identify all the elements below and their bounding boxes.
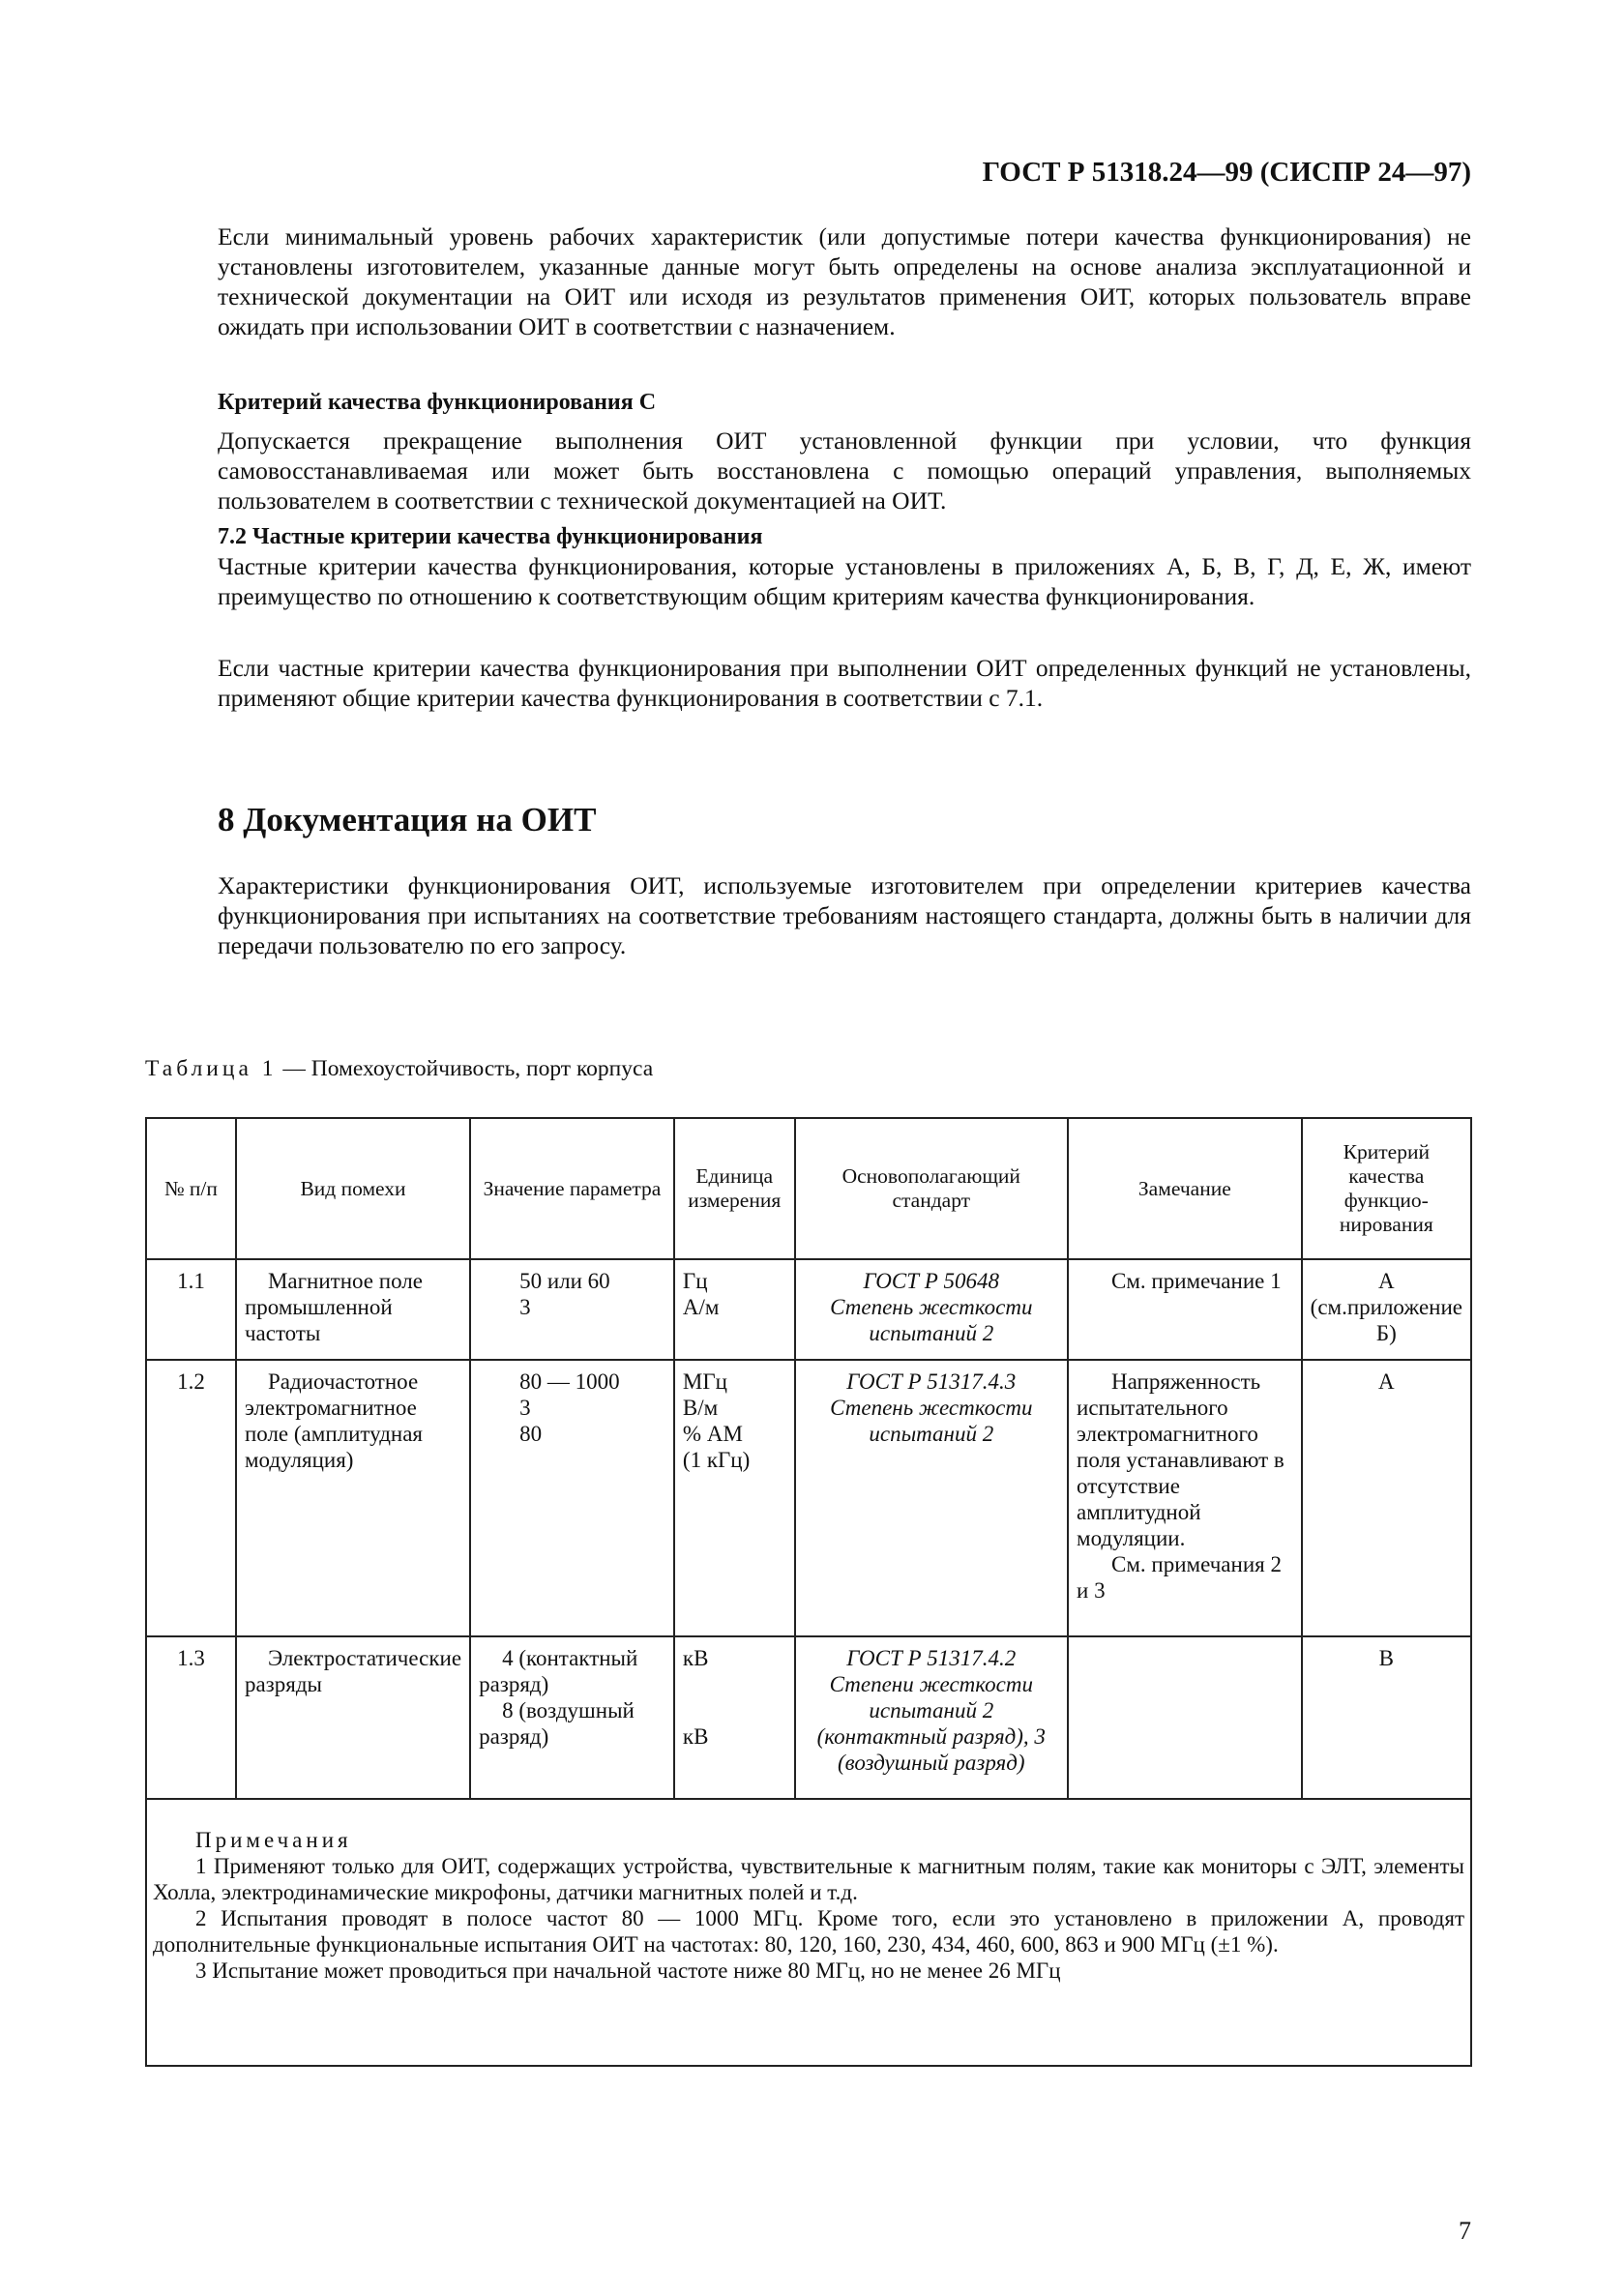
paragraph: Если частные критерии качества функционирования при выполнении ОИТ определенных функций не установлены, применяют общие критерии качества функционирования в соответствии с 7.1. bbox=[218, 654, 1471, 712]
cell-type: Магнитное поле промышленной частоты bbox=[236, 1259, 470, 1360]
page-number: 7 bbox=[1459, 2217, 1471, 2245]
standard-note: Степени жесткости испытаний 2 (контактный разряд), 3 (воздушный разряд) bbox=[816, 1672, 1046, 1775]
subheading-7-2: 7.2 Частные критерии качества функционирования bbox=[218, 524, 763, 549]
cell-type: Радиочастотное электромагнитное поле (амплитудная модуляция) bbox=[236, 1360, 470, 1636]
cell-remark: См. примечание 1 bbox=[1068, 1259, 1302, 1360]
cell-num: 1.3 bbox=[146, 1636, 236, 1799]
paragraph-text: Если минимальный уровень рабочих характеристик (или допустимые потери качества функционирования) не установлены изготовителем, указанные данные могут быть определены на основе анализа эксплуатационной и технической документации на ОИТ или исходя из результатов применения ОИТ, которых пользователь вправе ожидать при использовании ОИТ в соответствии с назначением. bbox=[218, 222, 1471, 340]
section-heading-8: 8 Документация на ОИТ bbox=[218, 801, 597, 839]
cell-criterion: А (см.приложение Б) bbox=[1302, 1259, 1471, 1360]
cell-unit: МГц В/м % АМ (1 кГц) bbox=[674, 1360, 795, 1636]
cell-criterion: А bbox=[1302, 1360, 1471, 1636]
cell-num: 1.2 bbox=[146, 1360, 236, 1636]
column-header: Единица измерения bbox=[674, 1118, 795, 1259]
unit-text: кВ bbox=[682, 1646, 709, 1670]
column-header: Основополагающий стандарт bbox=[795, 1118, 1069, 1259]
cell-value: 50 или 60 3 bbox=[470, 1259, 674, 1360]
cell-remark bbox=[1068, 1360, 1302, 1636]
cell-remark bbox=[1068, 1636, 1302, 1799]
column-header: Значение параметра bbox=[470, 1118, 674, 1259]
note-item: 1 Применяют только для ОИТ, содержащих устройства, чувствительные к магнитным полям, такие как мониторы с ЭЛТ, элементы Холла, электродинамические микрофоны, датчики магнитных полей и т.д. bbox=[153, 1854, 1464, 1904]
standard-title: ГОСТ Р 51317.4.3 bbox=[846, 1369, 1017, 1394]
cell-type: Электростатические разряды bbox=[236, 1636, 470, 1799]
document-header: ГОСТ Р 51318.24—99 (СИСПР 24—97) bbox=[982, 157, 1471, 188]
table-row bbox=[146, 1636, 1471, 1799]
column-header: Критерий качества функцио-нирования bbox=[1302, 1118, 1471, 1259]
cell-standard bbox=[795, 1360, 1069, 1636]
paragraph: Характеристики функционирования ОИТ, используемые изготовителем при определении критериев качества функционирования при испытаниях на соответствие требованиям настоящего стандарта, должны быть в наличии для передачи пользователю по его запросу. bbox=[218, 871, 1471, 959]
cell-value: 80 — 1000 3 80 bbox=[470, 1360, 674, 1636]
table-notes bbox=[146, 1799, 1471, 2066]
table-row bbox=[146, 1360, 1471, 1636]
standard-title: ГОСТ Р 50648 bbox=[863, 1269, 1000, 1293]
remark-text: См. примечания 2 и 3 bbox=[1077, 1552, 1282, 1603]
value-text: 8 (воздушный разряд) bbox=[479, 1698, 635, 1749]
remark-text: Напряженность испытательного электромагнитного поля устанавливают в отсутствие амплитудной модуляции. bbox=[1077, 1369, 1284, 1550]
cell-num: 1.1 bbox=[146, 1259, 236, 1360]
value-text: 4 (контактный разряд) bbox=[479, 1646, 638, 1696]
immunity-table bbox=[145, 1117, 1472, 2067]
note-item: 3 Испытание может проводиться при начальной частоте ниже 80 МГц, но не менее 26 МГц bbox=[195, 1958, 1061, 1983]
notes-title: Примечания bbox=[195, 1828, 352, 1852]
cell-standard bbox=[795, 1259, 1069, 1360]
column-header: № п/п bbox=[146, 1118, 236, 1259]
unit-text: кВ bbox=[682, 1724, 709, 1749]
table-caption bbox=[145, 1056, 653, 1082]
cell-unit: Гц А/м bbox=[674, 1259, 795, 1360]
cell-unit bbox=[674, 1636, 795, 1799]
table-row bbox=[146, 1259, 1471, 1360]
cell-standard bbox=[795, 1636, 1069, 1799]
column-header: Замечание bbox=[1068, 1118, 1302, 1259]
paragraph: Частные критерии качества функционирования, которые установлены в приложениях А, Б, В, Г, Д, Е, Ж, имеют преимущество по отношению к соответствующим общим критериям качества функционирования. bbox=[218, 552, 1471, 610]
paragraph: Допускается прекращение выполнения ОИТ установленной функции при условии, что функция самовосстанавливаемая или может быть восстановлена с помощью операций управления, выполняемых пользователем в соответствии с технической документацией на ОИТ. bbox=[218, 427, 1471, 515]
subheading-criterion-c: Критерий качества функционирования С bbox=[218, 390, 657, 415]
cell-criterion: В bbox=[1302, 1636, 1471, 1799]
table-header-row bbox=[146, 1118, 1471, 1259]
notes-row bbox=[146, 1799, 1471, 2066]
cell-value bbox=[470, 1636, 674, 1799]
standard-title: ГОСТ Р 51317.4.2 bbox=[846, 1646, 1017, 1670]
standard-note: Степень жесткости испытаний 2 bbox=[830, 1295, 1033, 1345]
table-caption-text: — Помехоустойчивость, порт корпуса bbox=[277, 1056, 654, 1081]
column-header: Вид помехи bbox=[236, 1118, 470, 1259]
note-item: 2 Испытания проводят в полосе частот 80 — 1000 МГц. Кроме того, если это установлено в приложении А, проводят дополнительные функциональные испытания ОИТ на частотах: 80, 120, 160, 230, 434, 460, 600, 863 и 900 МГц (±1 %). bbox=[153, 1906, 1464, 1957]
table-caption-label: Таблица 1 bbox=[145, 1056, 278, 1081]
standard-note: Степень жесткости испытаний 2 bbox=[830, 1396, 1033, 1446]
paragraph bbox=[218, 221, 1471, 341]
